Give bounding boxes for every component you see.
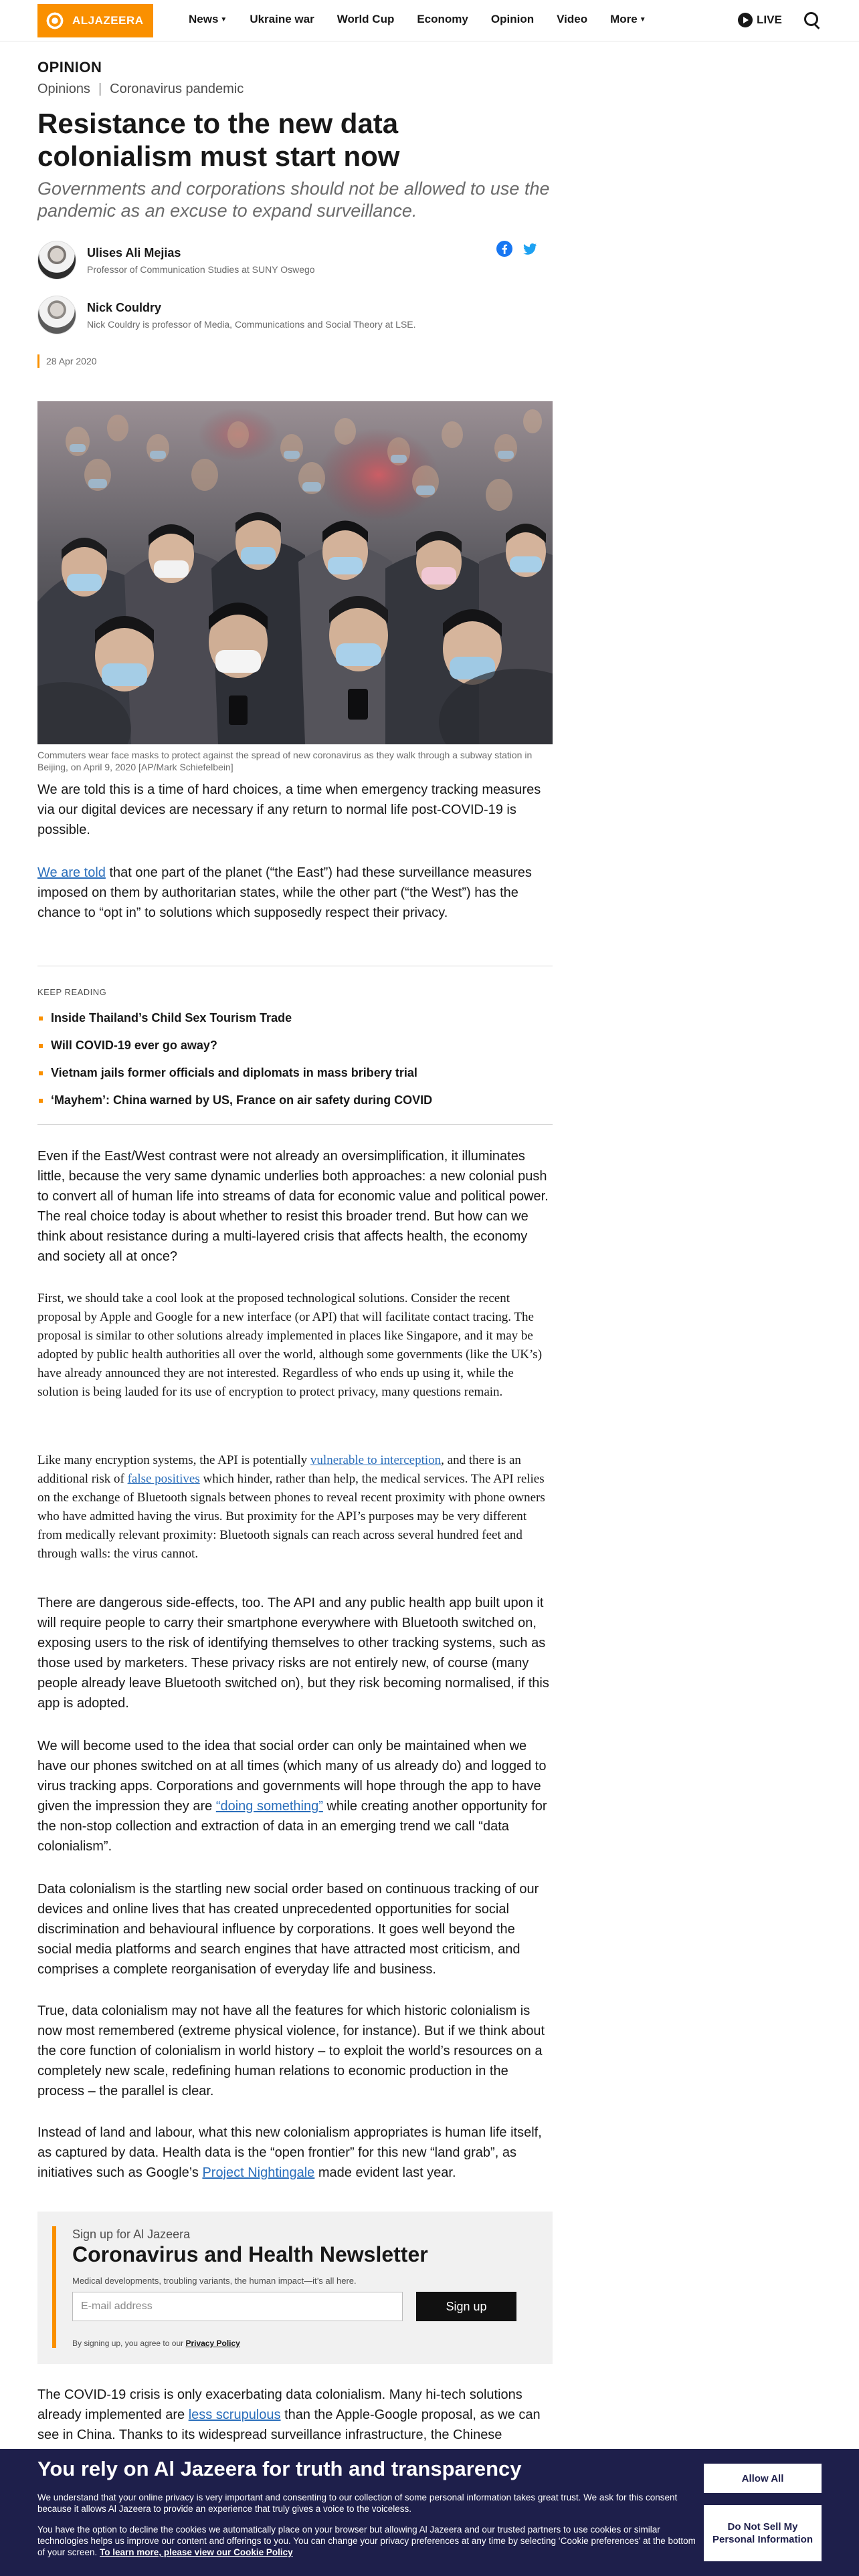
chevron-down-icon: ▼ <box>220 16 227 23</box>
site-header <box>0 0 859 41</box>
article-paragraph: There are dangerous side-effects, too. The API and any public health app built upon it will require people to carry their smartphone everywhere with Bluetooth switched on, exposing users to the risk of identifying themselves to other tracking systems, such as those used by marketers. These privacy risks are not entirely new, of course (many people already leave Bluetooth switched on), but they risk becoming normalised, if this app is adopted. <box>37 1596 549 1711</box>
less-scrupulous-link[interactable]: less scrupulous <box>188 2407 281 2422</box>
list-item[interactable]: ‘Mayhem’: China warned by US, France on air safety during COVID <box>37 1087 553 1114</box>
list-item[interactable]: Vietnam jails former officials and diplomats in mass bribery trial <box>37 1059 553 1087</box>
list-item[interactable]: Will COVID-19 ever go away? <box>37 1032 553 1059</box>
email-field[interactable] <box>72 2292 403 2321</box>
breadcrumb-opinions[interactable]: Opinions <box>37 82 90 96</box>
we-are-told-link[interactable]: We are told <box>37 865 106 880</box>
sign-up-button[interactable]: Sign up <box>416 2292 516 2321</box>
article-paragraph: We are told this is a time of hard choices, a time when emergency tracking measures via our digital devices are necessary if any return to normal life post-COVID-19 is possible. <box>37 782 541 837</box>
twitter-icon[interactable] <box>522 241 538 257</box>
logo-icon <box>43 9 67 33</box>
article-paragraph: The COVID-19 crisis is only exacerbating data colonialism. Many hi-tech solutions already implemented are less scrupulous than the Apple-Google proposal, as we can see in China. Thanks to its widespread surveillance infrastructure, the Chinese <box>37 2387 541 2442</box>
author-1 <box>37 241 315 280</box>
newsletter-accent-bar <box>52 2226 56 2348</box>
consent-text: You have the option to decline the cookies we automatically place on your browser but allowing Al Jazeera and our trusted partners to use cookies or similar technologies helps us improve our content and offerings to you. You can change your privacy preferences at any time by selecting ‘Cookie preferences’ at the bottom of your screen. To learn more, please view our Cookie Policy <box>37 2525 696 2557</box>
chevron-down-icon: ▼ <box>639 16 646 23</box>
doing-something-link[interactable]: “doing something” <box>215 1799 323 1814</box>
divider <box>37 1124 553 1125</box>
publish-date: 28 Apr 2020 <box>37 354 97 368</box>
newsletter-title: Coronavirus and Health Newsletter <box>72 2242 428 2266</box>
nav-item-opinion[interactable]: Opinion <box>490 13 535 25</box>
keep-reading-list <box>37 1004 553 1114</box>
nav-item-world-cup[interactable]: World Cup <box>337 13 395 25</box>
share-buttons <box>496 241 538 257</box>
author-bio: Nick Couldry is professor of Media, Communications and Social Theory at LSE. <box>87 318 416 330</box>
cookie-policy-link[interactable]: To learn more, please view our Cookie Policy <box>100 2547 293 2557</box>
article-paragraph: We will become used to the idea that social order can only be maintained when we have our phones switched on at all times (which many of us already do) and logged to virus tracking apps. Corporations and governments will hope through the app to have given the impression they are “doing something” while creating another opportunity for the non-stop collection and extraction of data in an emerging trend we call “data colonialism”. <box>37 1739 547 1854</box>
consent-text: We understand that your online privacy is very important and consenting to our collection of some personal information takes great trust. We ask for this consent because it allows Al Jazeera to provide an experience that truly gives a voice to the voiceless. <box>37 2492 678 2514</box>
commuters-photo-illustration <box>37 401 553 744</box>
play-icon <box>738 13 753 27</box>
newsletter-legal: By signing up, you agree to our Privacy Policy <box>72 2339 240 2348</box>
photo-caption: Commuters wear face masks to protect against the spread of new coronavirus as they walk through a subway station in Beijing, on April 9, 2020 [AP/Mark Schiefelbein] <box>37 750 533 772</box>
false-positives-link[interactable]: false positives <box>127 1472 200 1486</box>
vulnerable-to-interception-link[interactable]: vulnerable to interception <box>310 1453 442 1467</box>
aljazeera-logo[interactable] <box>37 4 153 37</box>
avatar[interactable] <box>37 296 76 334</box>
nav-item-more[interactable]: More ▼ <box>610 13 646 25</box>
article-paragraph: Like many encryption systems, the API is potentially vulnerable to interception, and there is an additional risk of false positives which hinder, rather than help, the medical services. The API relies on the exchange of Bluetooth signals between phones to reveal recent proximity with phone owners who have admitted having the virus. But proximity for the API’s purposes may be very different from medically relevant proximity: Bluetooth signals can reach across several hundred feet and through walls: the virus cannot. <box>37 1453 545 1561</box>
article-paragraph: Data colonialism is the startling new social order based on continuous tracking of our devices and online lives that has created unprecedented opportunities for social discrimination and behavioural influence by corporations. It goes well beyond the social media platforms and search engines that have attracted most criticism, and comprises a complete reorganisation of everyday life and business. <box>37 1882 539 1977</box>
nav-item-ukraine-war[interactable]: Ukraine war <box>250 13 314 25</box>
facebook-icon[interactable] <box>496 241 512 257</box>
section-kicker: OPINION <box>37 59 102 76</box>
nav-item-video[interactable]: Video <box>557 13 588 25</box>
page-title: Resistance to the new data colonialism must start now <box>37 108 400 172</box>
allow-all-button[interactable]: Allow All <box>704 2464 822 2493</box>
author-name[interactable]: Ulises Ali Mejias <box>87 245 181 259</box>
newsletter-kicker: Sign up for Al Jazeera <box>72 2228 191 2241</box>
nav-item-economy[interactable]: Economy <box>417 13 468 25</box>
search-icon[interactable] <box>803 11 822 29</box>
author-bio: Professor of Communication Studies at SUNY Oswego <box>87 263 315 275</box>
live-label: LIVE <box>757 13 782 26</box>
article-paragraph: First, we should take a cool look at the proposed technological solutions. Consider the recent proposal by Apple and Google for a new interface (or API) that will facilitate contact tracing. The proposal is similar to other solutions already implemented in places like Singapore, and it may be adopted by public health authorities all over the world, although some governments (like the UK’s) have already announced they are not interested. Regardless of who ends up using it, while the solution is being lauded for its use of encryption to protect privacy, many questions remain. <box>37 1291 543 1399</box>
logo-text: ALJAZEERA <box>72 14 144 27</box>
live-button[interactable] <box>738 13 782 27</box>
project-nightingale-link[interactable]: Project Nightingale <box>202 2165 315 2180</box>
breadcrumb-separator: | <box>98 82 102 96</box>
breadcrumb-coronavirus[interactable]: Coronavirus pandemic <box>110 82 244 96</box>
breadcrumb <box>37 82 553 97</box>
cookie-consent-banner <box>0 2449 859 2576</box>
privacy-policy-link[interactable]: Privacy Policy <box>185 2339 240 2348</box>
consent-title: You rely on Al Jazeera for truth and transparency <box>37 2457 522 2480</box>
newsletter-description: Medical developments, troubling variants, the human impact—it’s all here. <box>72 2276 357 2286</box>
list-item[interactable]: Inside Thailand’s Child Sex Tourism Trade <box>37 1004 553 1032</box>
author-name[interactable]: Nick Couldry <box>87 300 162 314</box>
article-paragraph: Instead of land and labour, what this new colonialism appropriates is human life itself, as captured by data. Health data is the “open frontier” for this new “land grab”, as initiatives such as Google’s Project Nightingale made evident last year. <box>37 2125 542 2180</box>
article-paragraph: Even if the East/West contrast were not already an oversimplification, it illuminates little, because the very same dynamic underlies both approaches: a new colonial push to convert all of human life into streams of data for economic value and political power. The real choice today is about whether to resist this broader trend. But how can we think about resistance during a multi-layered crisis that affects health, the economy and society all at once? <box>37 1149 549 1264</box>
main-nav <box>189 13 669 26</box>
do-not-sell-button[interactable]: Do Not Sell My Personal Information <box>704 2505 822 2561</box>
article-paragraph: True, data colonialism may not have all the features for which historic colonialism is now most remembered (extreme physical violence, for instance). But if we think about the core function of colonialism in world history – to exploit the world’s resources on a completely new scale, redefining human relations to economic production in the process – the parallel is clear. <box>37 2004 545 2099</box>
nav-item-news[interactable]: News ▼ <box>189 13 227 25</box>
keep-reading-label: KEEP READING <box>37 987 107 997</box>
author-2 <box>37 296 416 334</box>
newsletter-signup <box>37 2212 553 2364</box>
avatar[interactable] <box>37 241 76 280</box>
article-dek: Governments and corporations should not be allowed to use the pandemic as an excuse to expand surveillance. <box>37 179 550 221</box>
article-paragraph: We are told that one part of the planet (“the East”) had these surveillance measures imposed on them by authoritarian states, while the other part (“the West”) has the chance to “opt in” to solutions which supposedly respect their privacy. <box>37 865 532 920</box>
hero-photo <box>37 401 553 744</box>
